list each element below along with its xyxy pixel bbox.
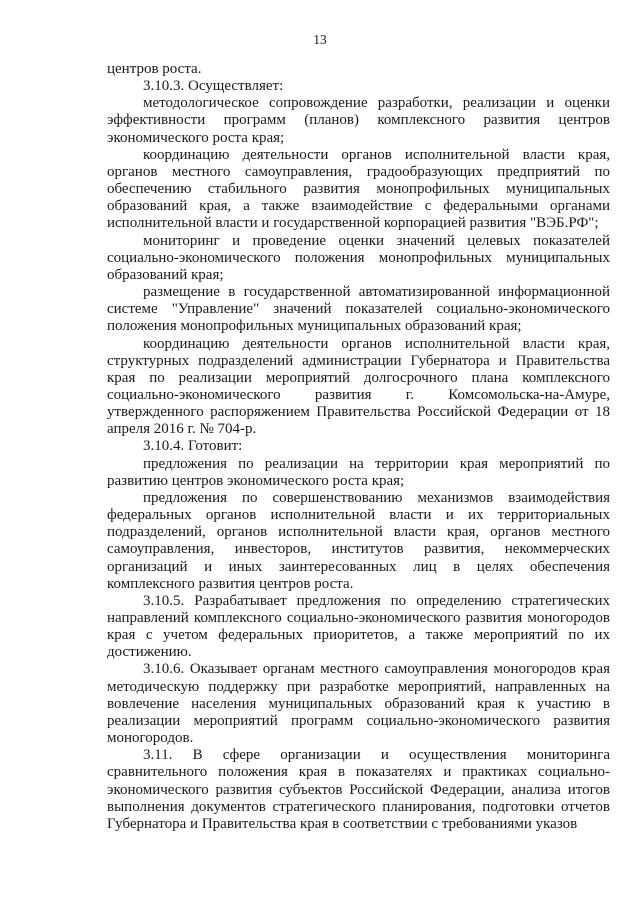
paragraph: 3.11. В сфере организации и осуществления мониторинга сравнительного положения края в показателях и практиках социально-экономического развития субъектов Российской Федерации, анализа итогов выполнения документов стратегического планирования, подготовки отчетов Губернатора и Правительства края в соответствии с требованиями указов — [107, 747, 610, 832]
paragraph: координацию деятельности органов исполнительной власти края, органов местного самоуправления, градообразующих предприятий по обеспечению стабильного развития монопрофильных муниципальных образований края, а также взаимодействие с федеральными органами исполнительной власти и государственной корпорацией развития "ВЭБ.РФ"; — [107, 146, 610, 232]
paragraph: координацию деятельности органов исполнительной власти края, структурных подразделений администрации Губернатора и Правительства края по реализации мероприятий долгосрочного плана комплексного социально-экономического развития г. Комсомольска-на-Амуре, утвержденного распоряжением Правительства Российской Федерации от 18 апреля 2016 г. № 704-р. — [107, 335, 610, 438]
paragraph: мониторинг и проведение оценки значений целевых показателей социально-экономического положения монопрофильных муниципальных образований края; — [107, 232, 610, 283]
paragraph: предложения по совершенствованию механизмов взаимодействия федеральных органов исполнительной власти и их территориальных подразделений, органов исполнительной власти края, органов местного самоуправления, инвесторов, институтов развития, некоммерческих организаций и иных заинтересованных лиц в целях обеспечения комплексного развития центров роста. — [107, 489, 610, 592]
paragraph: 3.10.3. Осуществляет: — [143, 78, 284, 95]
paragraph: 3.10.6. Оказывает органам местного самоуправления моногородов края методическую поддержку при разработке мероприятий, направленных на вовлечение населения муниципальных образований края к участию в реализации мероприятий программ социально-экономического развития моногородов. — [107, 661, 610, 747]
paragraph: центров роста. — [107, 61, 202, 77]
paragraph: 3.10.4. Готовит: — [143, 438, 243, 455]
paragraph: размещение в государственной автоматизированной информационной системе "Управление" значений показателей социально-экономического положения монопрофильных муниципальных образований края; — [107, 284, 610, 335]
paragraph: предложения по реализации на территории края мероприятий по развитию центров экономического роста края; — [107, 455, 610, 489]
page-number: 13 — [313, 32, 327, 47]
document-body — [107, 61, 610, 833]
paragraph: 3.10.5. Разрабатывает предложения по определению стратегических направлений комплексного социально-экономического развития моногородов края с учетом федеральных приоритетов, а также мероприятий по их достижению. — [107, 592, 610, 661]
paragraph: методологическое сопровождение разработки, реализации и оценки эффективности программ (планов) комплексного развития центров экономического роста края; — [107, 95, 610, 146]
